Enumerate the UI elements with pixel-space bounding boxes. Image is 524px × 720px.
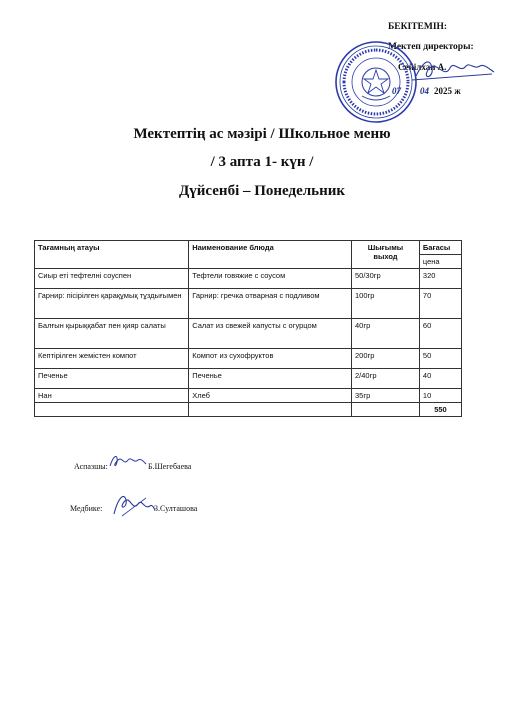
dish-price: 70	[419, 289, 461, 319]
cook-label: Аспазшы:	[74, 462, 108, 471]
dish-name-kz: Нан	[35, 389, 189, 403]
dish-name-ru: Печенье	[189, 369, 352, 389]
header-name-kz: Тағамның атауы	[35, 241, 189, 269]
dish-output: 35гр	[352, 389, 420, 403]
cook-signature-line	[74, 462, 192, 471]
dish-name-kz: Гарнир: пісірілген қарақұмық тұздығымен	[35, 289, 189, 319]
table-row	[35, 269, 462, 289]
empty-cell	[35, 403, 189, 417]
table-row	[35, 349, 462, 369]
total-price: 550	[419, 403, 461, 417]
header-name-ru: Наименование блюда	[189, 241, 352, 269]
cook-name: Б.Шегебаева	[148, 462, 192, 471]
empty-cell	[352, 403, 420, 417]
header-output: Шығымы выход	[352, 241, 420, 269]
table-row	[35, 289, 462, 319]
table-total-row	[35, 403, 462, 417]
table-row	[35, 369, 462, 389]
table-row	[35, 319, 462, 349]
dish-name-ru: Хлеб	[189, 389, 352, 403]
header-price-ru: цена	[419, 255, 461, 269]
dish-price: 50	[419, 349, 461, 369]
menu-title: Мектептің ас мәзірі / Школьное меню	[133, 126, 391, 142]
dish-output: 50/30гр	[352, 269, 420, 289]
menu-table	[34, 240, 462, 417]
director-signature	[410, 50, 496, 86]
dish-output: 2/40гр	[352, 369, 420, 389]
dish-name-kz: Балғын қырыққабат пен қияр салаты	[35, 319, 189, 349]
approval-date-year: 2025 ж	[434, 86, 461, 96]
dish-price: 10	[419, 389, 461, 403]
school-seal-stamp	[334, 40, 418, 124]
dish-price: 40	[419, 369, 461, 389]
dish-output: 200гр	[352, 349, 420, 369]
nurse-signature	[110, 488, 156, 520]
director-name: Сейілхан А.	[398, 62, 447, 72]
nurse-label: Медбике:	[70, 504, 103, 513]
dish-name-kz: Кептірілген жемістен компот	[35, 349, 189, 369]
table-header-row	[35, 241, 462, 255]
approval-date-day: 07	[392, 86, 401, 96]
dish-price: 60	[419, 319, 461, 349]
dish-output: 40гр	[352, 319, 420, 349]
approval-heading: БЕКІТЕМІН:	[388, 22, 448, 32]
dish-output: 100гр	[352, 289, 420, 319]
cook-signature	[108, 448, 148, 474]
dish-name-ru: Гарнир: гречка отварная с подливом	[189, 289, 352, 319]
dish-name-kz: Сиыр еті тефтелні соуспен	[35, 269, 189, 289]
dish-name-ru: Компот из сухофруктов	[189, 349, 352, 369]
day-name-subtitle: Дүйсенбі – Понедельник	[178, 183, 346, 199]
table-row	[35, 389, 462, 403]
dish-name-ru: Тефтели говяжие с соусом	[189, 269, 352, 289]
dish-name-ru: Салат из свежей капусты с огурцом	[189, 319, 352, 349]
header-price-kz: Бағасы	[419, 241, 461, 255]
director-role: Мектеп директоры:	[388, 42, 474, 52]
nurse-name: З.Султашова	[154, 504, 198, 513]
approval-date-month: 04	[420, 86, 429, 96]
empty-cell	[189, 403, 352, 417]
nurse-signature-line	[70, 504, 198, 513]
week-day-subtitle: / 3 апта 1- күн /	[210, 154, 314, 170]
dish-price: 320	[419, 269, 461, 289]
dish-name-kz: Печенье	[35, 369, 189, 389]
